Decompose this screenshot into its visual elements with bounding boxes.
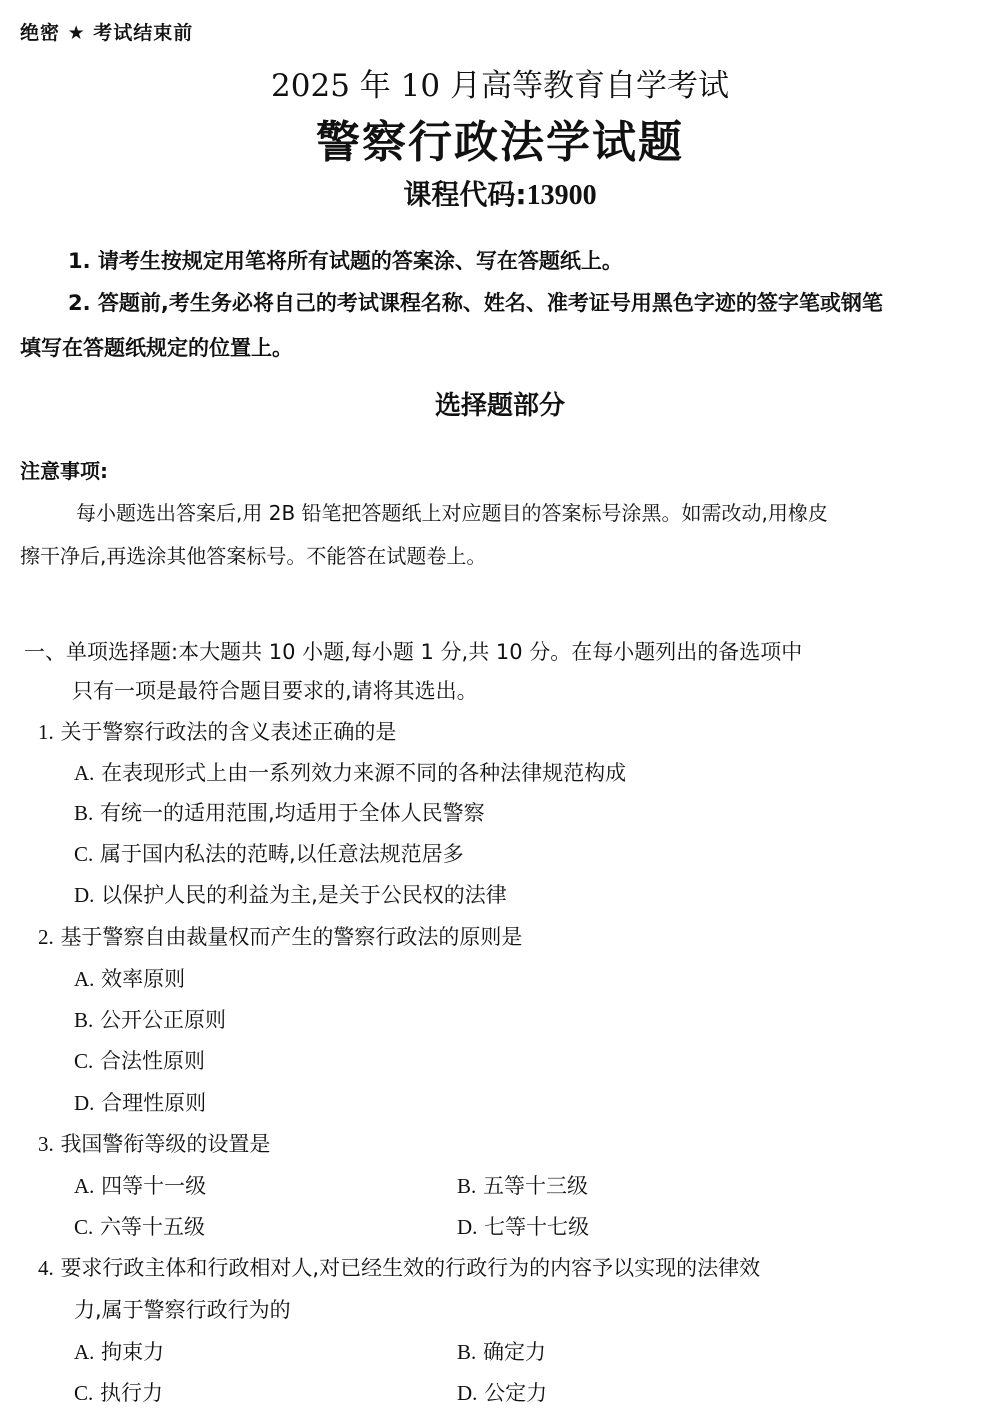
question-2-stem <box>38 921 522 951</box>
course-code <box>0 173 1000 213</box>
question-3-option-b[interactable]: B. 五等十三级 <box>457 1174 588 1198</box>
question-text: 要求行政主体和行政相对人,对已经生效的行政行为的内容予以实现的法律效 <box>60 1256 761 1280</box>
question-number: 2. <box>38 925 54 949</box>
question-text: 关于警察行政法的含义表述正确的是 <box>60 720 397 744</box>
question-2-option-c[interactable]: C. 合法性原则 <box>74 1049 205 1073</box>
instruction-text: 答题前,考生务必将自己的考试课程名称、姓名、准考证号用黑色字迹的签字笔或钢笔 <box>97 291 883 315</box>
exam-title: 2025 年 10 月高等教育自学考试 <box>271 68 729 104</box>
part1-heading-line1: 一、单项选择题:本大题共 10 小题,每小题 1 分,共 10 分。在每小题列出的备选项中 <box>24 640 803 664</box>
question-4-stem-line1 <box>38 1252 760 1282</box>
question-3-option-c[interactable]: C. 六等十五级 <box>74 1215 205 1239</box>
notice-label: 注意事项: <box>20 459 108 483</box>
question-2-option-d[interactable]: D. 合理性原则 <box>74 1091 207 1115</box>
question-3-option-d[interactable]: D. 七等十七级 <box>457 1215 590 1239</box>
question-1-option-a[interactable]: A. 在表现形式上由一系列效力来源不同的各种法律规范构成 <box>74 761 627 785</box>
part1-heading-line2: 只有一项是最符合题目要求的,请将其选出。 <box>72 679 478 703</box>
question-3-option-a[interactable]: A. 四等十一级 <box>74 1174 207 1198</box>
question-1-option-c[interactable]: C. 属于国内私法的范畴,以任意法规范居多 <box>74 842 464 866</box>
course-code-label: 课程代码: <box>403 178 527 211</box>
question-text: 基于警察自由裁量权而产生的警察行政法的原则是 <box>60 925 523 949</box>
question-4-stem-line2: 力,属于警察行政行为的 <box>74 1298 291 1322</box>
instruction-text: 请考生按规定用笔将所有试题的答案涂、写在答题纸上。 <box>97 249 623 273</box>
question-text: 我国警衔等级的设置是 <box>60 1132 271 1156</box>
instruction-2-line2: 填写在答题纸规定的位置上。 <box>20 336 293 360</box>
question-4-option-d[interactable]: D. 公定力 <box>457 1381 548 1405</box>
course-code-value: 13900 <box>526 180 597 211</box>
question-number: 4. <box>38 1256 54 1280</box>
question-4-option-c[interactable]: C. 执行力 <box>74 1381 163 1405</box>
confidential-label: 绝密 ★ 考试结束前 <box>20 22 194 44</box>
section-title: 选择题部分 <box>434 391 565 421</box>
subject-title: 警察行政法学试题 <box>316 117 684 168</box>
question-2-option-b[interactable]: B. 公开公正原则 <box>74 1008 226 1032</box>
question-1-option-d[interactable]: D. 以保护人民的利益为主,是关于公民权的法律 <box>74 883 507 907</box>
question-4-option-b[interactable]: B. 确定力 <box>457 1340 546 1364</box>
question-number: 1. <box>38 720 54 744</box>
notice-text-line2: 擦干净后,再选涂其他答案标号。不能答在试题卷上。 <box>20 544 487 568</box>
instruction-2-line1 <box>68 287 883 317</box>
instruction-1 <box>68 245 623 275</box>
instruction-num: 2. <box>68 291 91 315</box>
question-1-stem <box>38 716 396 746</box>
question-number: 3. <box>38 1132 54 1156</box>
question-2-option-a[interactable]: A. 效率原则 <box>74 967 186 991</box>
question-1-option-b[interactable]: B. 有统一的适用范围,均适用于全体人民警察 <box>74 801 485 825</box>
notice-text-line1: 每小题选出答案后,用 2B 铅笔把答题纸上对应题目的答案标号涂黑。如需改动,用橡皮 <box>76 501 828 525</box>
question-4-option-a[interactable]: A. 拘束力 <box>74 1340 165 1364</box>
instruction-num: 1. <box>68 249 91 273</box>
question-3-stem <box>38 1128 270 1158</box>
